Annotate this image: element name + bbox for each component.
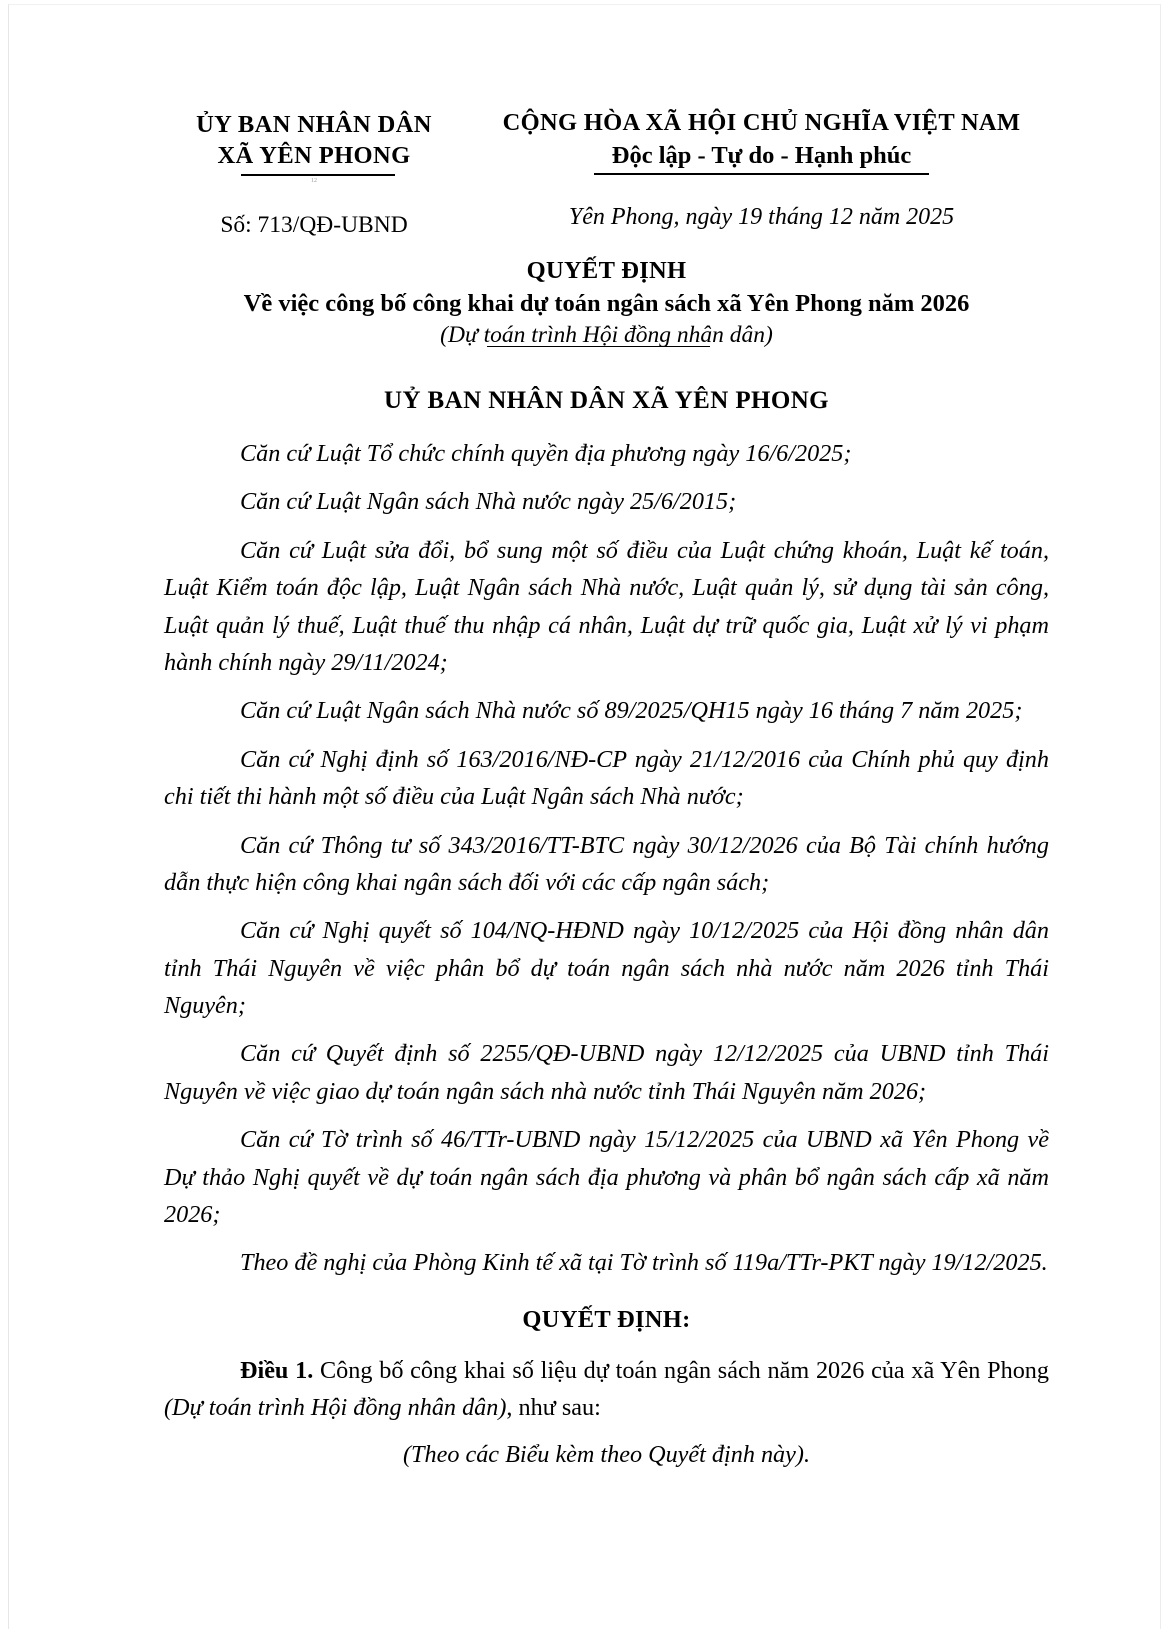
decides-heading: QUYẾT ĐỊNH: [522, 1305, 691, 1333]
article-1-text-part2: , như sau: [506, 1394, 601, 1422]
document-title-block [164, 257, 1049, 349]
article-1-label: Điều 1. [240, 1356, 314, 1384]
organization-name-line2: XÃ YÊN PHONG [217, 140, 410, 171]
document-page [8, 4, 1161, 1629]
attachment-note: (Theo các Biểu kèm theo Quyết định này). [402, 1440, 810, 1468]
document-number: Số: 713/QĐ-UBND [220, 211, 408, 238]
document-type-heading: QUYẾT ĐỊNH [526, 257, 687, 284]
issuing-authority-block [164, 109, 464, 239]
legal-basis-item: Căn cứ Nghị định số 163/2016/NĐ-CP ngày 21/12/2016 của Chính phủ quy định chi tiết thi hành một số điều của Luật Ngân sách Nhà nước; [164, 745, 1049, 811]
issuing-body-heading: UỶ BAN NHÂN DÂN XÃ YÊN PHONG [384, 387, 829, 414]
article-1-italic-note: (Dự toán trình Hội đồng nhân dân) [164, 1394, 507, 1422]
legal-basis-item: Căn cứ Luật Ngân sách Nhà nước ngày 25/6/2015; [240, 488, 737, 516]
legal-basis-item: Căn cứ Luật Ngân sách Nhà nước số 89/2025/QH15 ngày 16 tháng 7 năm 2025; [240, 697, 1023, 725]
document-header [164, 109, 1049, 238]
header-margin-mark: 12 [311, 177, 317, 184]
national-heading-block [474, 109, 1049, 231]
proposal-statement: Theo đề nghị của Phòng Kinh tế xã tại Tờ trình số 119a/TTr-PKT ngày 19/12/2025. [240, 1249, 1048, 1277]
national-motto: Độc lập - Tự do - Hạnh phúc [611, 142, 912, 169]
legal-basis-item: Căn cứ Luật Tổ chức chính quyền địa phương ngày 16/6/2025; [240, 440, 852, 467]
document-subject: Về việc công bố công khai dự toán ngân sách xã Yên Phong năm 2026 [243, 290, 970, 317]
document-content [164, 5, 1049, 1469]
legal-basis-item: Căn cứ Quyết định số 2255/QĐ-UBND ngày 12/12/2025 của UBND tỉnh Thái Nguyên về việc giao dự toán ngân sách nhà nước tỉnh Thái Nguyên năm 2026; [164, 1040, 1049, 1105]
organization-name-line1: ỦY BAN NHÂN DÂN [196, 111, 432, 138]
legal-basis-item: Căn cứ Nghị quyết số 104/NQ-HĐND ngày 10/12/2025 của Hội đồng nhân dân tỉnh Thái Nguyên về việc phân bổ dự toán ngân sách nhà nước năm 2026 tỉnh Thái Nguyên; [164, 917, 1049, 1020]
legal-basis-item: Căn cứ Thông tư số 343/2016/TT-BTC ngày 30/12/2026 của Bộ Tài chính hướng dẫn thực hiện công khai ngân sách đối với các cấp ngân sách; [164, 831, 1049, 896]
legal-basis-item: Căn cứ Luật sửa đổi, bổ sung một số điều của Luật chứng khoán, Luật kế toán, Luật Kiểm toán độc lập, Luật Ngân sách Nhà nước, Luật quản lý, sử dụng tài sản công, Luật quản lý thuế, Luật thuế thu nhập cá nhân, Luật dự trữ quốc gia, Luật xử lý vi phạm hành chính ngày 29/11/2024; [164, 536, 1049, 676]
legal-basis-item: Căn cứ Tờ trình số 46/TTr-UBND ngày 15/12/2025 của UBND xã Yên Phong về Dự thảo Nghị quyết về dự toán ngân sách địa phương và phân bổ ngân sách cấp xã năm 2026; [164, 1126, 1049, 1229]
legal-basis-list [164, 435, 1049, 1282]
place-and-date: Yên Phong, ngày 19 tháng 12 năm 2025 [568, 204, 955, 230]
article-1 [164, 1352, 1049, 1427]
document-subtitle-note: (Dự toán trình Hội đồng nhân dân) [440, 322, 773, 348]
organization-name [164, 109, 464, 172]
article-1-text-part1: Công bố công khai số liệu dự toán ngân sách năm 2026 của xã Yên Phong [313, 1356, 1049, 1384]
national-title: CỘNG HÒA XÃ HỘI CHỦ NGHĨA VIỆT NAM [502, 109, 1021, 136]
